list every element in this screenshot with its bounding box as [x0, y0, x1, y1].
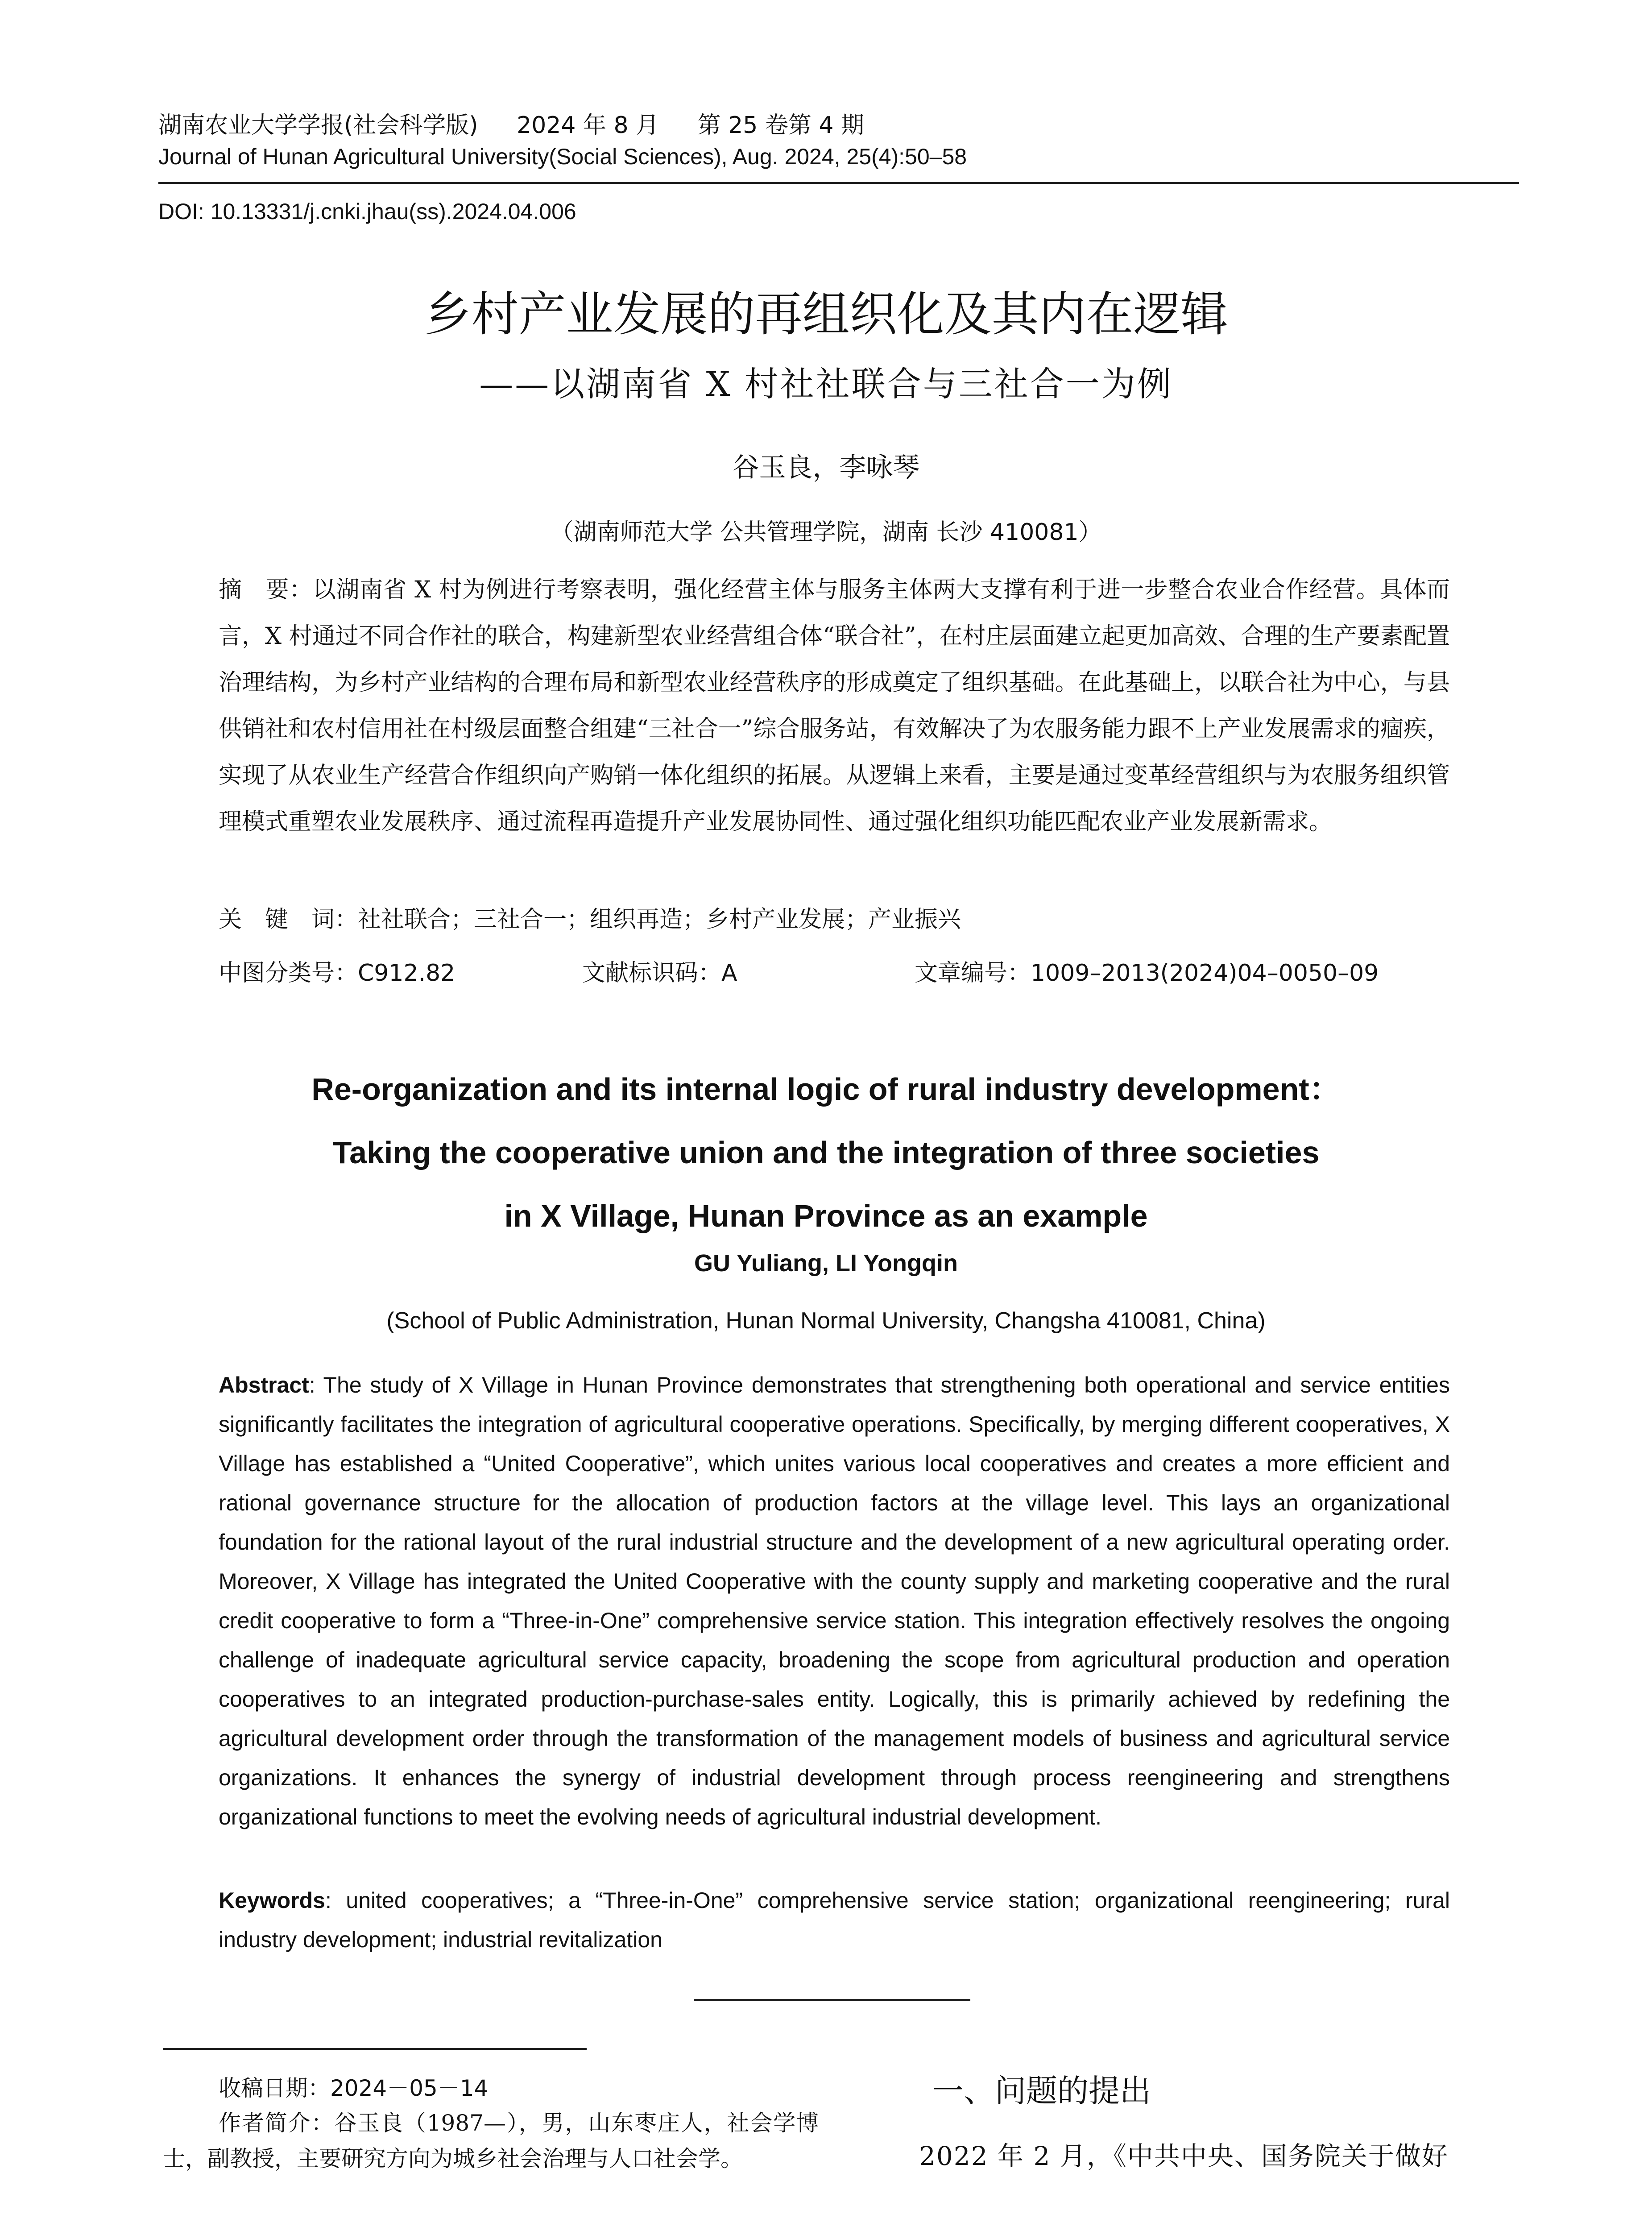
- affiliation-cn: （湖南师范大学 公共管理学院，湖南 长沙 410081）: [550, 519, 1102, 546]
- journal-header-cn: [158, 106, 895, 140]
- title-en-line-1: Re-organization and its internal logic of rural industry development：: [311, 1072, 1341, 1107]
- footnote-divider: [163, 2048, 587, 2050]
- authors-cn: 谷玉良，李咏琴: [732, 452, 920, 483]
- issue-date-cn: 2024 年 8 月: [517, 112, 659, 139]
- journal-header-en: Journal of Hunan Agricultural University(Social Sciences), Aug. 2024, 25(4):50–58: [158, 144, 967, 169]
- abstract-en: [219, 1365, 1450, 1837]
- document-code: 文献标识码：A: [582, 960, 737, 987]
- author-bio-text: 谷玉良（1987—），男，山东枣庄人，社会学博士，副教授，主要研究方向为城乡社会治理与人口社会学。: [163, 2110, 819, 2172]
- received-date: 收稿日期：2024－05－14: [219, 2075, 489, 2101]
- keywords-en: [219, 1881, 1450, 1959]
- keywords-cn: [219, 900, 1450, 934]
- abstract-cn-label: 摘 要：: [219, 576, 313, 603]
- affiliation-en: (School of Public Administration, Hunan Normal University, Changsha 410081, China): [386, 1308, 1266, 1334]
- section-divider: [694, 1999, 970, 2001]
- author-bio: [163, 2105, 819, 2177]
- abstract-cn: [219, 567, 1450, 845]
- author-bio-label: 作者简介：: [219, 2110, 335, 2136]
- title-en-line-3: in X Village, Hunan Province as an example: [504, 1198, 1148, 1233]
- header-divider: [158, 182, 1519, 184]
- title-en-line-2: Taking the cooperative union and the integration of three societies: [332, 1135, 1320, 1170]
- body-text-start: 2022 年 2 月，《中共中央、国务院关于做好: [919, 2141, 1449, 2171]
- paper-title-cn: 乡村产业发展的再组织化及其内在逻辑: [424, 287, 1228, 342]
- article-number: 文章编号：1009–2013(2024)04–0050–09: [915, 960, 1379, 987]
- paper-title-en: [0, 1057, 1652, 1248]
- paper-subtitle-cn: ——以湖南省 X 村社社联合与三社合一为例: [479, 364, 1173, 404]
- abstract-en-text: : The study of X Village in Hunan Province demonstrates that strengthening both operational and service entities significantly facilitates the integration of agricultural cooperative operations. Specifically, by merging different cooperatives, X Village has established a “United Cooperative”, which unites various local cooperatives and creates a more efficient and rational governance structure for the allocation of production factors at the village level. This lays an organizational foundation for the rational layout of the rural industrial structure and the development of a new agricultural operating order. Moreover, X Village has integrated the United Cooperative with the county supply and marketing cooperative and the rural credit cooperative to form a “Three-in-One” comprehensive service station. This integration effectively resolves the ongoing challenge of inadequate agricultural service capacity, broadening the scope from agricultural production and operation cooperatives to an integrated production-purchase-sales entity. Logically, this is primarily achieved by redefining the agricultural development order through the transformation of the management models of business and agricultural service organizations. It enhances the synergy of industrial development through process reengineering and strengthens organizational functions to meet the evolving needs of agricultural industrial development.: [219, 1373, 1450, 1829]
- abstract-en-label: Abstract: [219, 1373, 309, 1397]
- journal-name-cn: 湖南农业大学学报(社会科学版): [158, 112, 478, 139]
- keywords-en-text: : united cooperatives; a “Three-in-One” comprehensive service station; organizational reengineering; rural industry development; industrial revitalization: [219, 1888, 1450, 1952]
- clc-number: 中图分类号：C912.82: [219, 960, 455, 987]
- section-heading: 一、问题的提出: [932, 2073, 1151, 2109]
- volume-issue-cn: 第 25 卷第 4 期: [697, 112, 865, 139]
- keywords-en-label: Keywords: [219, 1888, 325, 1913]
- keywords-cn-text: 社社联合；三社合一；组织再造；乡村产业发展；产业振兴: [358, 906, 961, 933]
- authors-en: GU Yuliang, LI Yongqin: [694, 1250, 958, 1277]
- doi: DOI: 10.13331/j.cnki.jhau(ss).2024.04.006: [158, 199, 576, 224]
- abstract-cn-text: 以湖南省 X 村为例进行考察表明，强化经营主体与服务主体两大支撑有利于进一步整合农业合作经营。具体而言，X 村通过不同合作社的联合，构建新型农业经营组合体“联合社”，在村庄层面建立起更加高效、合理的生产要素配置治理结构，为乡村产业结构的合理布局和新型农业经营秩序的形成奠定了组织基础。在此基础上，以联合社为中心，与县供销社和农村信用社在村级层面整合组建“三社合一”综合服务站，有效解决了为农服务能力跟不上产业发展需求的痼疾，实现了从农业生产经营合作组织向产购销一体化组织的拓展。从逻辑上来看，主要是通过变革经营组织与为农服务组织管理模式重塑农业发展秩序、通过流程再造提升产业发展协同性、通过强化组织功能匹配农业产业发展新需求。: [219, 576, 1450, 835]
- keywords-cn-label: 关 键 词：: [219, 906, 358, 933]
